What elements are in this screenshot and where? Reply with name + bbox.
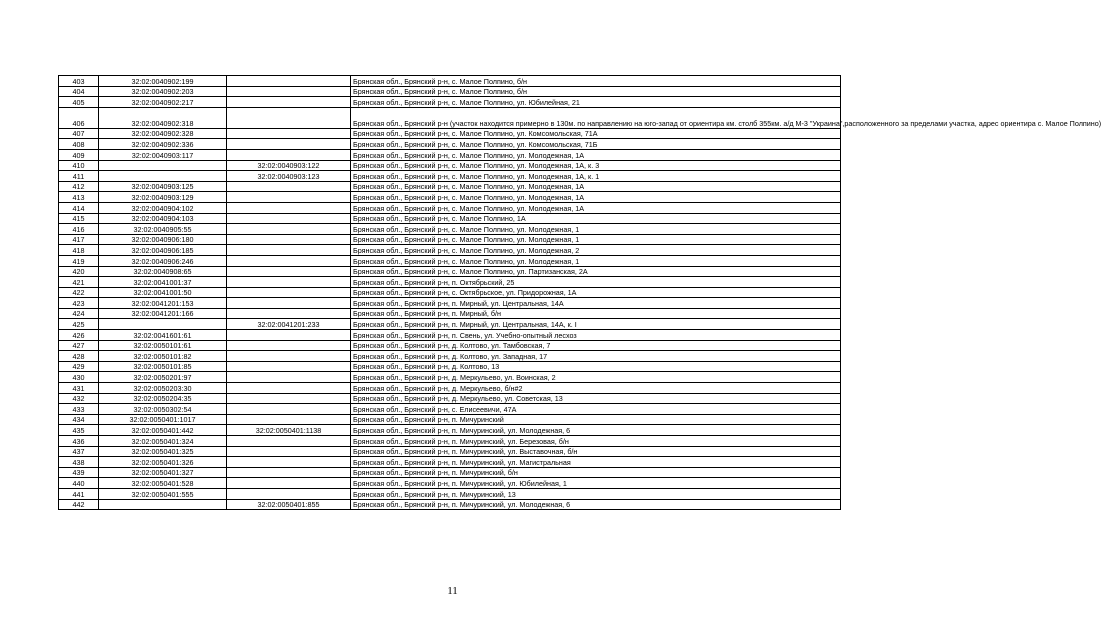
row-number-cell: 434 bbox=[59, 414, 99, 425]
row-number-cell: 429 bbox=[59, 361, 99, 372]
address-cell: Брянская обл., Брянский р-н, д. Колтово, ул. Тамбовская, 7 bbox=[351, 340, 841, 351]
linked-cadastral-number-cell bbox=[227, 436, 351, 447]
table-row bbox=[59, 446, 841, 457]
cadastral-number-cell: 32:02:0050101:61 bbox=[99, 340, 227, 351]
row-number-cell: 421 bbox=[59, 277, 99, 288]
address-cell: Брянская обл., Брянский р-н, п. Мичуринский bbox=[351, 414, 841, 425]
table-row bbox=[59, 107, 841, 128]
address-cell: Брянская обл., Брянский р-н, п. Мирный, ул. Центральная, 14А bbox=[351, 298, 841, 309]
linked-cadastral-number-cell bbox=[227, 467, 351, 478]
linked-cadastral-number-cell bbox=[227, 308, 351, 319]
table-row bbox=[59, 213, 841, 224]
row-number-cell: 426 bbox=[59, 330, 99, 341]
row-number-cell: 428 bbox=[59, 351, 99, 362]
address-cell: Брянская обл., Брянский р-н, с. Малое Полпино, ул. Молодежная, 1А, к. 3 bbox=[351, 160, 841, 171]
address-cell: Брянская обл., Брянский р-н, д. Колтово, ул. Западная, 17 bbox=[351, 351, 841, 362]
address-cell: Брянская обл., Брянский р-н, п. Свень, ул. Учебно-опытный лесхоз bbox=[351, 330, 841, 341]
linked-cadastral-number-cell bbox=[227, 414, 351, 425]
linked-cadastral-number-cell bbox=[227, 351, 351, 362]
row-number-cell: 435 bbox=[59, 425, 99, 436]
table-row bbox=[59, 467, 841, 478]
table-row bbox=[59, 139, 841, 150]
cadastral-number-cell: 32:02:0050401:555 bbox=[99, 488, 227, 499]
table-row bbox=[59, 393, 841, 404]
linked-cadastral-number-cell bbox=[227, 245, 351, 256]
row-number-cell: 418 bbox=[59, 245, 99, 256]
address-cell: Брянская обл., Брянский р-н, с. Октябрьское, ул. Придорожная, 1А bbox=[351, 287, 841, 298]
table-row bbox=[59, 224, 841, 235]
cadastral-number-cell: 32:02:0040906:185 bbox=[99, 245, 227, 256]
linked-cadastral-number-cell bbox=[227, 457, 351, 468]
table-row bbox=[59, 287, 841, 298]
cadastral-number-cell: 32:02:0050401:442 bbox=[99, 425, 227, 436]
linked-cadastral-number-cell bbox=[227, 287, 351, 298]
linked-cadastral-number-cell bbox=[227, 192, 351, 203]
row-number-cell: 411 bbox=[59, 171, 99, 182]
table-row bbox=[59, 404, 841, 415]
table-row bbox=[59, 245, 841, 256]
row-number-cell: 403 bbox=[59, 76, 99, 87]
table-row bbox=[59, 202, 841, 213]
table-row bbox=[59, 425, 841, 436]
cadastral-number-cell: 32:02:0040908:65 bbox=[99, 266, 227, 277]
linked-cadastral-number-cell bbox=[227, 361, 351, 372]
address-cell: Брянская обл., Брянский р-н, с. Малое Полпино, 1А bbox=[351, 213, 841, 224]
address-cell: Брянская обл., Брянский р-н, с. Елисеевичи, 47А bbox=[351, 404, 841, 415]
row-number-cell: 438 bbox=[59, 457, 99, 468]
cadastral-number-cell bbox=[99, 171, 227, 182]
cadastral-number-cell: 32:02:0041601:61 bbox=[99, 330, 227, 341]
cadastral-number-cell: 32:02:0040903:117 bbox=[99, 149, 227, 160]
linked-cadastral-number-cell bbox=[227, 97, 351, 108]
cadastral-number-cell bbox=[99, 319, 227, 330]
address-cell: Брянская обл., Брянский р-н, п. Мичуринский, б/н bbox=[351, 467, 841, 478]
address-cell: Брянская обл., Брянский р-н, п. Мичуринский, ул. Юбилейная, 1 bbox=[351, 478, 841, 489]
address-cell: Брянская обл., Брянский р-н, п. Мирный, ул. Центральная, 14А, к. I bbox=[351, 319, 841, 330]
cadastral-number-cell: 32:02:0040903:125 bbox=[99, 181, 227, 192]
row-number-cell: 406 bbox=[59, 107, 99, 128]
address-cell: Брянская обл., Брянский р-н, с. Малое Полпино, ул. Молодежная, 1А bbox=[351, 181, 841, 192]
address-cell: Брянская обл., Брянский р-н, д. Меркульево, ул. Советская, 13 bbox=[351, 393, 841, 404]
row-number-cell: 414 bbox=[59, 202, 99, 213]
linked-cadastral-number-cell bbox=[227, 139, 351, 150]
cadastral-number-cell: 32:02:0041001:50 bbox=[99, 287, 227, 298]
row-number-cell: 419 bbox=[59, 255, 99, 266]
address-cell: Брянская обл., Брянский р-н, с. Малое Полпино, ул. Молодежная, 1А, к. 1 bbox=[351, 171, 841, 182]
linked-cadastral-number-cell bbox=[227, 393, 351, 404]
address-cell: Брянская обл., Брянский р-н, с. Малое Полпино, ул. Молодежная, 1 bbox=[351, 234, 841, 245]
linked-cadastral-number-cell bbox=[227, 340, 351, 351]
cadastral-number-cell bbox=[99, 499, 227, 510]
row-number-cell: 422 bbox=[59, 287, 99, 298]
row-number-cell: 417 bbox=[59, 234, 99, 245]
table-row bbox=[59, 234, 841, 245]
address-cell: Брянская обл., Брянский р-н, д. Меркульево, ул. Воинская, 2 bbox=[351, 372, 841, 383]
table-row bbox=[59, 86, 841, 97]
table-row bbox=[59, 499, 841, 510]
address-cell: Брянская обл., Брянский р-н, с. Малое Полпино, ул. Молодежная, 1А bbox=[351, 202, 841, 213]
linked-cadastral-number-cell bbox=[227, 213, 351, 224]
linked-cadastral-number-cell bbox=[227, 298, 351, 309]
linked-cadastral-number-cell bbox=[227, 181, 351, 192]
address-cell: Брянская обл., Брянский р-н, с. Малое Полпино, ул. Молодежная, 1А bbox=[351, 149, 841, 160]
linked-cadastral-number-cell bbox=[227, 76, 351, 87]
address-cell: Брянская обл., Брянский р-н, с. Малое Полпино, ул. Комсомольская, 71Б bbox=[351, 139, 841, 150]
cadastral-number-cell: 32:02:0040902:336 bbox=[99, 139, 227, 150]
row-number-cell: 442 bbox=[59, 499, 99, 510]
address-cell: Брянская обл., Брянский р-н, с. Малое Полпино, ул. Комсомольская, 71А bbox=[351, 128, 841, 139]
linked-cadastral-number-cell: 32:02:0041201:233 bbox=[227, 319, 351, 330]
cadastral-number-cell: 32:02:0040902:318 bbox=[99, 107, 227, 128]
linked-cadastral-number-cell bbox=[227, 128, 351, 139]
address-cell: Брянская обл., Брянский р-н, п. Мичуринский, ул. Молодежная, 6 bbox=[351, 499, 841, 510]
row-number-cell: 441 bbox=[59, 488, 99, 499]
row-number-cell: 405 bbox=[59, 97, 99, 108]
linked-cadastral-number-cell: 32:02:0040903:122 bbox=[227, 160, 351, 171]
address-cell: Брянская обл., Брянский р-н (участок находится примерно в 130м. по направлению на юго-запад от ориентира км. столб 355км. а/д М-3 "Украина",расположенного за пределами участка, адрес ориентира с. Малое Полпино) bbox=[351, 107, 841, 128]
row-number-cell: 416 bbox=[59, 224, 99, 235]
cadastral-number-cell: 32:02:0050401:324 bbox=[99, 436, 227, 447]
row-number-cell: 436 bbox=[59, 436, 99, 447]
linked-cadastral-number-cell bbox=[227, 107, 351, 128]
row-number-cell: 425 bbox=[59, 319, 99, 330]
table-row bbox=[59, 192, 841, 203]
address-cell: Брянская обл., Брянский р-н, п. Мичуринский, ул. Выставочная, б/н bbox=[351, 446, 841, 457]
address-cell: Брянская обл., Брянский р-н, п. Мичуринский, ул. Молодежная, 6 bbox=[351, 425, 841, 436]
cadastral-number-cell: 32:02:0040906:180 bbox=[99, 234, 227, 245]
row-number-cell: 437 bbox=[59, 446, 99, 457]
address-cell: Брянская обл., Брянский р-н, д. Меркульево, б/н#2 bbox=[351, 383, 841, 394]
row-number-cell: 423 bbox=[59, 298, 99, 309]
cadastral-number-cell: 32:02:0040902:203 bbox=[99, 86, 227, 97]
cadastral-number-cell: 32:02:0041201:166 bbox=[99, 308, 227, 319]
address-cell: Брянская обл., Брянский р-н, с. Малое Полпино, ул. Молодежная, 2 bbox=[351, 245, 841, 256]
linked-cadastral-number-cell bbox=[227, 224, 351, 235]
row-number-cell: 404 bbox=[59, 86, 99, 97]
table-row bbox=[59, 160, 841, 171]
address-cell: Брянская обл., Брянский р-н, с. Малое Полпино, ул. Юбилейная, 21 bbox=[351, 97, 841, 108]
linked-cadastral-number-cell bbox=[227, 255, 351, 266]
linked-cadastral-number-cell bbox=[227, 330, 351, 341]
table-row bbox=[59, 97, 841, 108]
row-number-cell: 413 bbox=[59, 192, 99, 203]
table-row bbox=[59, 361, 841, 372]
address-cell: Брянская обл., Брянский р-н, с. Малое Полпино, ул. Молодежная, 1 bbox=[351, 255, 841, 266]
linked-cadastral-number-cell bbox=[227, 86, 351, 97]
row-number-cell: 415 bbox=[59, 213, 99, 224]
address-cell: Брянская обл., Брянский р-н, п. Мичуринский, ул. Березовая, б/н bbox=[351, 436, 841, 447]
cadastral-number-cell: 32:02:0050201:97 bbox=[99, 372, 227, 383]
table-row bbox=[59, 255, 841, 266]
address-cell: Брянская обл., Брянский р-н, п. Мичуринский, ул. Магистральная bbox=[351, 457, 841, 468]
registry-table-body bbox=[59, 76, 1101, 510]
address-cell: Брянская обл., Брянский р-н, д. Колтово, 13 bbox=[351, 361, 841, 372]
table-row bbox=[59, 298, 841, 309]
row-number-cell: 420 bbox=[59, 266, 99, 277]
linked-cadastral-number-cell: 32:02:0050401:1138 bbox=[227, 425, 351, 436]
linked-cadastral-number-cell bbox=[227, 266, 351, 277]
row-number-cell: 424 bbox=[59, 308, 99, 319]
address-cell: Брянская обл., Брянский р-н, с. Малое Полпино, ул. Партизанская, 2А bbox=[351, 266, 841, 277]
table-row bbox=[59, 330, 841, 341]
table-row bbox=[59, 76, 841, 87]
address-cell: Брянская обл., Брянский р-н, с. Малое Полпино, ул. Молодежная, 1 bbox=[351, 224, 841, 235]
cadastral-number-cell: 32:02:0050204:35 bbox=[99, 393, 227, 404]
linked-cadastral-number-cell bbox=[227, 446, 351, 457]
cadastral-number-cell bbox=[99, 160, 227, 171]
table-row bbox=[59, 372, 841, 383]
cadastral-number-cell: 32:02:0041201:153 bbox=[99, 298, 227, 309]
row-number-cell: 432 bbox=[59, 393, 99, 404]
row-number-cell: 439 bbox=[59, 467, 99, 478]
address-cell: Брянская обл., Брянский р-н, п. Октябрьский, 25 bbox=[351, 277, 841, 288]
cadastral-number-cell: 32:02:0040904:103 bbox=[99, 213, 227, 224]
linked-cadastral-number-cell bbox=[227, 234, 351, 245]
table-row bbox=[59, 181, 841, 192]
address-cell: Брянская обл., Брянский р-н, с. Малое Полпино, б/н bbox=[351, 86, 841, 97]
registry-table bbox=[58, 75, 1101, 510]
linked-cadastral-number-cell bbox=[227, 149, 351, 160]
linked-cadastral-number-cell bbox=[227, 404, 351, 415]
linked-cadastral-number-cell bbox=[227, 383, 351, 394]
table-row bbox=[59, 383, 841, 394]
cadastral-number-cell: 32:02:0050401:326 bbox=[99, 457, 227, 468]
cadastral-number-cell: 32:02:0040902:328 bbox=[99, 128, 227, 139]
row-number-cell: 431 bbox=[59, 383, 99, 394]
row-number-cell: 408 bbox=[59, 139, 99, 150]
cadastral-number-cell: 32:02:0050302:54 bbox=[99, 404, 227, 415]
linked-cadastral-number-cell: 32:02:0050401:855 bbox=[227, 499, 351, 510]
table-row bbox=[59, 414, 841, 425]
address-cell: Брянская обл., Брянский р-н, с. Малое Полпино, б/н bbox=[351, 76, 841, 87]
row-number-cell: 409 bbox=[59, 149, 99, 160]
row-number-cell: 440 bbox=[59, 478, 99, 489]
row-number-cell: 433 bbox=[59, 404, 99, 415]
linked-cadastral-number-cell bbox=[227, 372, 351, 383]
page-number: 11 bbox=[447, 585, 458, 597]
cadastral-number-cell: 32:02:0040904:102 bbox=[99, 202, 227, 213]
table-row bbox=[59, 340, 841, 351]
table-row bbox=[59, 457, 841, 468]
table-row bbox=[59, 266, 841, 277]
cadastral-number-cell: 32:02:0050203:30 bbox=[99, 383, 227, 394]
table-row bbox=[59, 436, 841, 447]
cadastral-number-cell: 32:02:0050401:327 bbox=[99, 467, 227, 478]
cadastral-number-cell: 32:02:0050101:82 bbox=[99, 351, 227, 362]
linked-cadastral-number-cell bbox=[227, 277, 351, 288]
linked-cadastral-number-cell bbox=[227, 202, 351, 213]
row-number-cell: 430 bbox=[59, 372, 99, 383]
table-row bbox=[59, 128, 841, 139]
row-number-cell: 407 bbox=[59, 128, 99, 139]
cadastral-number-cell: 32:02:0040906:246 bbox=[99, 255, 227, 266]
table-row bbox=[59, 488, 841, 499]
cadastral-number-cell: 32:02:0040902:199 bbox=[99, 76, 227, 87]
cadastral-number-cell: 32:02:0050401:325 bbox=[99, 446, 227, 457]
row-number-cell: 410 bbox=[59, 160, 99, 171]
address-cell: Брянская обл., Брянский р-н, п. Мирный, б/н bbox=[351, 308, 841, 319]
cadastral-number-cell: 32:02:0050101:85 bbox=[99, 361, 227, 372]
table-row bbox=[59, 351, 841, 362]
address-cell: Брянская обл., Брянский р-н, п. Мичуринский, 13 bbox=[351, 488, 841, 499]
table-row bbox=[59, 171, 841, 182]
cadastral-number-cell: 32:02:0040905:55 bbox=[99, 224, 227, 235]
table-row bbox=[59, 277, 841, 288]
cadastral-number-cell: 32:02:0050401:528 bbox=[99, 478, 227, 489]
table-row bbox=[59, 478, 841, 489]
linked-cadastral-number-cell bbox=[227, 478, 351, 489]
table-row bbox=[59, 149, 841, 160]
table-row bbox=[59, 308, 841, 319]
cadastral-number-cell: 32:02:0050401:1017 bbox=[99, 414, 227, 425]
linked-cadastral-number-cell bbox=[227, 488, 351, 499]
cadastral-number-cell: 32:02:0040903:129 bbox=[99, 192, 227, 203]
row-number-cell: 427 bbox=[59, 340, 99, 351]
cadastral-number-cell: 32:02:0041001:37 bbox=[99, 277, 227, 288]
cadastral-number-cell: 32:02:0040902:217 bbox=[99, 97, 227, 108]
linked-cadastral-number-cell: 32:02:0040903:123 bbox=[227, 171, 351, 182]
table-row bbox=[59, 319, 841, 330]
row-number-cell: 412 bbox=[59, 181, 99, 192]
address-cell: Брянская обл., Брянский р-н, с. Малое Полпино, ул. Молодежная, 1А bbox=[351, 192, 841, 203]
